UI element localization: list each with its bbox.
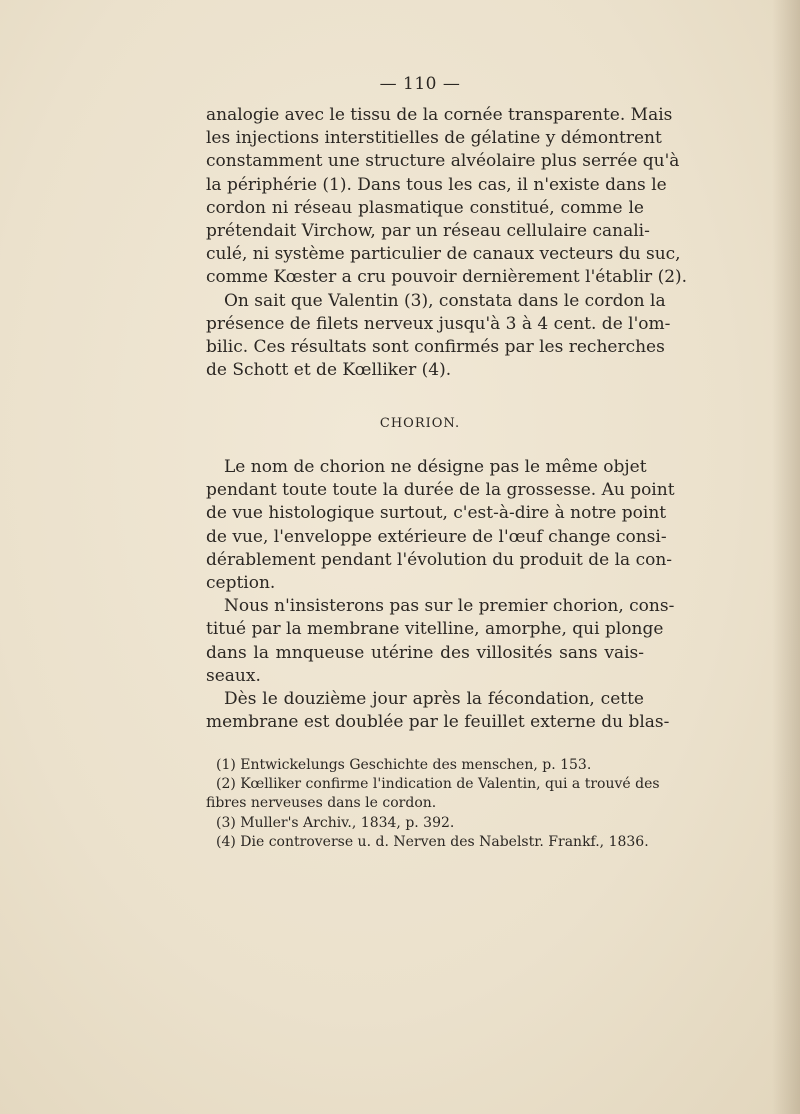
text-line: prétendait Virchow, par un réseau cellulaire canali- — [206, 221, 650, 242]
text-line: dans la mnqueuse utérine des villosités sans vais- — [206, 642, 644, 663]
paragraph-2 — [206, 290, 671, 383]
text-line: membrane est doublée par le feuillet externe du blas- — [206, 712, 670, 733]
paragraph-3 — [206, 456, 675, 595]
text-line: de vue histologique surtout, c'est-à-dire à notre point — [206, 503, 667, 524]
body-text-upper — [206, 104, 688, 382]
section-heading: CHORION. — [379, 416, 461, 431]
text-line: analogie avec le tissu de la cornée transparente. Mais — [206, 105, 673, 125]
text-line: la périphérie (1). Dans tous les cas, il n'existe dans le — [206, 174, 667, 195]
text-line: Dès le douzième jour après la fécondation, cette — [224, 689, 644, 710]
text-line: bilic. Ces résultats sont confirmés par les recherches — [206, 337, 665, 358]
text-line: Le nom de chorion ne désigne pas le même objet — [224, 457, 647, 477]
text-line: dérablement pendant l'évolution du produit de la con- — [206, 549, 673, 570]
text-line: cordon ni réseau plasmatique constitué, comme le — [206, 197, 644, 218]
text-line: constamment une structure alvéolaire plus serrée qu'à — [206, 151, 680, 172]
text-line: les injections interstitielles de gélatine y démontrent — [206, 128, 662, 149]
footnote: (3) Muller's Archiv., 1834, p. 392. — [216, 814, 455, 831]
text-line: de Schott et de Kœlliker (4). — [206, 360, 452, 381]
footnote: (4) Die controverse u. d. Nerven des Nabelstr. Frankf., 1836. — [216, 833, 649, 850]
page-number: — 110 — — [379, 74, 461, 94]
footnote-continuation: fibres nerveuses dans le cordon. — [206, 795, 437, 812]
footnotes — [206, 756, 660, 852]
footnote: (2) Kœlliker confirme l'indication de Valentin, qui a trouvé des — [216, 776, 660, 793]
paragraph-1 — [206, 104, 688, 290]
text-line: culé, ni système particulier de canaux vecteurs du suc, — [206, 244, 681, 265]
text-line: ception. — [206, 573, 276, 594]
text-line: titué par la membrane vitelline, amorphe, qui plonge — [206, 619, 664, 640]
paragraph-5 — [206, 688, 670, 734]
text-line: On sait que Valentin (3), constata dans le cordon la — [224, 290, 666, 311]
text-line: présence de filets nerveux jusqu'à 3 à 4 cent. de l'om- — [206, 313, 671, 334]
footnote: (1) Entwickelungs Geschichte des menschen, p. 153. — [216, 757, 592, 773]
page-edge-shadow — [772, 0, 800, 1114]
text-line: comme Kœster a cru pouvoir dernièrement l'établir (2). — [206, 267, 688, 288]
paragraph-4 — [206, 595, 675, 688]
text-line: seaux. — [206, 665, 261, 686]
text-line: Nous n'insisterons pas sur le premier chorion, cons- — [224, 596, 675, 617]
body-text-lower — [206, 456, 675, 734]
text-line: pendant toute toute la durée de la grossesse. Au point — [206, 480, 675, 501]
text-line: de vue, l'enveloppe extérieure de l'œuf change consi- — [206, 526, 667, 547]
